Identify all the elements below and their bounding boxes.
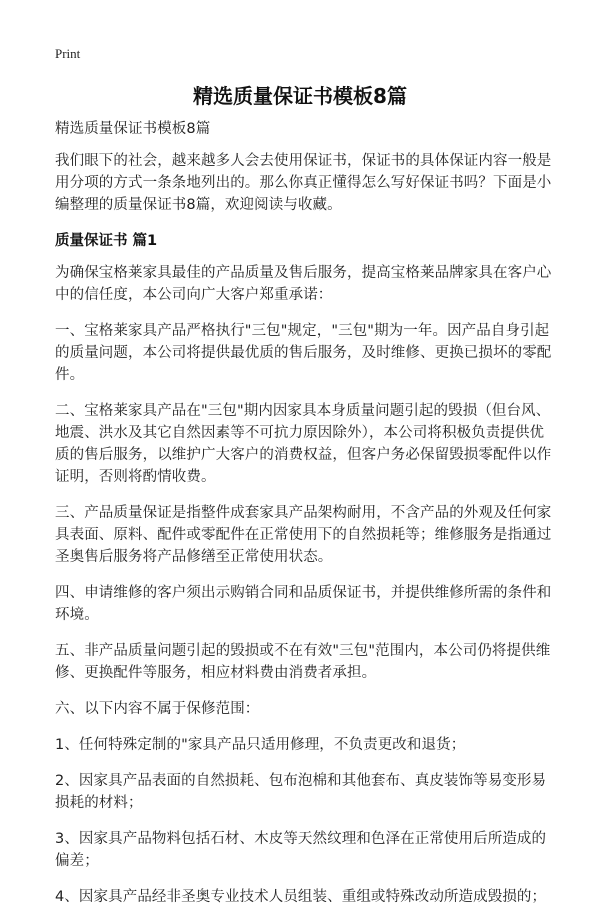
intro-paragraph: 我们眼下的社会，越来越多人会去使用保证书，保证书的具体保证内容一般是用分项的方式一条条地列出的。那么你真正懂得怎么写好保证书吗？下面是小编整理的质量保证书8篇，欢迎阅读与收藏。 — [55, 153, 552, 213]
list-item: 2、因家具产品表面的自然损耗、包布泡棉和其他套布、真皮装饰等易变形易损耗的材料； — [55, 773, 547, 811]
paragraph: 为确保宝格莱家具最佳的产品质量及售后服务，提高宝格莱品牌家具在客户心中的信任度，本公司向广大客户郑重承诺： — [55, 265, 552, 303]
document-subtitle: 精选质量保证书模板8篇 — [55, 121, 211, 137]
document-body — [55, 118, 555, 922]
paragraph: 四、申请维修的客户须出示购销合同和品质保证书，并提供维修所需的条件和环境。 — [55, 585, 552, 623]
paragraph: 五、非产品质量问题引起的毁损或不在有效"三包"范围内，本公司仍将提供维修、更换配件等服务，相应材料费由消费者承担。 — [55, 643, 551, 681]
paragraph: 二、宝格莱家具产品在"三包"期内因家具本身质量问题引起的毁损（但台风、地震、洪水及其它自然因素等不可抗力原因除外），本公司将积极负责提供优质的售后服务，以维护广大客户的消费权益，但客户务必保留毁损零配件以作证明，否则将酌情收费。 — [55, 403, 552, 485]
list-item: 4、因家具产品经非圣奥专业技术人员组装、重组或特殊改动所造成毁损的； — [55, 889, 547, 905]
print-link[interactable]: Print — [55, 46, 81, 61]
page-title: 精选质量保证书模板8篇 — [193, 84, 407, 108]
paragraph: 一、宝格莱家具产品严格执行"三包"规定，"三包"期为一年。因产品自身引起的质量问题，本公司将提供最优质的售后服务，及时维修、更换已损坏的零配件。 — [55, 323, 552, 383]
list-item: 1、任何特殊定制的"家具产品只适用修理，不负责更改和退货； — [55, 737, 466, 753]
paragraph: 三、产品质量保证是指整件成套家具产品架构耐用，不含产品的外观及任何家具表面、原料、配件或零配件在正常使用下的自然损耗等；维修服务是指通过圣奥售后服务将产品修缮至正常使用状态。 — [55, 505, 552, 565]
section-heading: 质量保证书 篇1 — [55, 233, 158, 249]
list-item: 3、因家具产品物料包括石材、木皮等天然纹理和色泽在正常使用后所造成的偏差； — [55, 831, 547, 869]
paragraph: 六、以下内容不属于保修范围： — [55, 701, 260, 717]
